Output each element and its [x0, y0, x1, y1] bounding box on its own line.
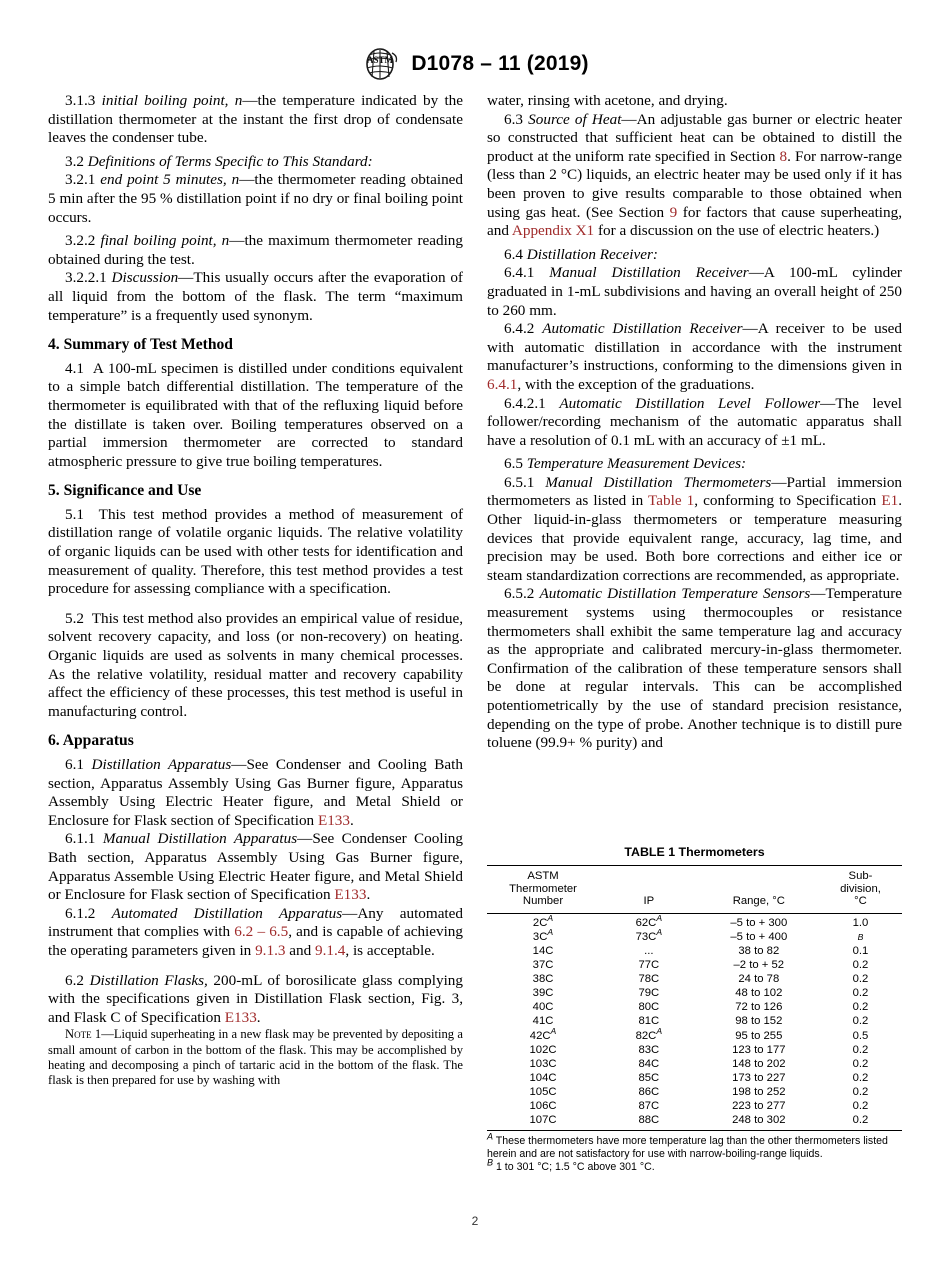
section-heading-5: 5. Significance and Use	[48, 482, 202, 500]
cross-reference-link-e133[interactable]: E133	[334, 886, 367, 904]
clause-body: —See Condenser and Cooling Bath section, Apparatus Assembly Using Gas Burner figure, Apparatus Assembly Using Electric Heater figure, and Metal Shield or Enclosure for Flask section of Specification	[48, 756, 463, 829]
cell-ip-number: 80C	[638, 1001, 660, 1014]
cell-astm-number: 2C$^A$	[532, 913, 554, 929]
clause-number: 6.2	[65, 971, 84, 989]
footnote-a	[487, 1131, 902, 1161]
cell-ip-number: 81C	[638, 1015, 660, 1028]
column-header-ip	[599, 866, 699, 914]
cell-range: 98 to 152	[735, 1015, 783, 1028]
cell-ip-number: 62C$^A$	[635, 913, 663, 929]
footnote-a-text: These thermometers have more temperature lag than the other thermometers listed herein and are not satisfactory for use with narrow-boiling-range liquids.	[487, 1135, 888, 1161]
cell-astm-number: 103C	[529, 1057, 557, 1070]
paragraph-3-2-2	[48, 232, 463, 269]
cell-ip-number: ...	[644, 944, 654, 957]
cell-range: 48 to 102	[735, 987, 783, 1000]
cell-astm-number: 37C	[532, 959, 554, 972]
clause-body-tail: for a discussion on the use of electric heaters.)	[594, 222, 880, 240]
table-caption: TABLE 1 Thermometers	[624, 845, 765, 859]
cell-astm-number: 38C	[532, 973, 554, 986]
defined-term: Distillation Apparatus	[91, 756, 232, 773]
cell-astm-number: 107C	[487, 1113, 599, 1131]
table-row	[487, 1085, 902, 1099]
defined-term: Automatic Distillation Receiver	[542, 320, 743, 338]
clause-body-tail: . Other liquid-in-glass thermometers or temperature measuring devices that provide equivalent range, accuracy, lag time, and precision may be used. Both bore corrections and either ice or steam standardization corrections are recommended, as appropriate.	[487, 492, 902, 584]
right-column	[487, 92, 902, 753]
paragraph-6-1-1	[48, 830, 463, 904]
clause-body: and	[285, 941, 315, 959]
clause-body-tail: .	[366, 886, 371, 904]
cell-subdivision: 1.0	[852, 916, 869, 929]
cross-reference-link-section-9[interactable]: 9	[669, 203, 678, 221]
clause-body-tail: .	[350, 811, 354, 829]
cross-reference-link-section-8[interactable]: 8	[779, 147, 788, 165]
table-row	[487, 1057, 902, 1071]
clause-body: —See Condenser Cooling Bath section, Apparatus Assembly Using Gas Burner figure, Apparatus Assemble Using Electric Heater figure, and Metal Shield or Enclosure for Flask section of Specification	[48, 830, 463, 904]
defined-term: Distillation Flasks,	[89, 971, 208, 989]
table-row	[487, 944, 902, 958]
defined-term: Manual Distillation Apparatus	[102, 830, 298, 848]
clause-body: —A 100-mL cylinder graduated in 1-mL subdivisions and having an overall height of 250 to 260 mm.	[487, 264, 902, 319]
paragraph-6-5	[487, 455, 902, 474]
cell-astm-number: 106C	[529, 1100, 557, 1112]
page-header	[0, 48, 950, 80]
cell-subdivision: 0.2	[852, 1015, 869, 1028]
cell-range: –5 to + 300	[730, 916, 788, 929]
cell-subdivision: 0.2	[852, 973, 869, 986]
footnote-marker: A	[656, 927, 663, 938]
paragraph-4-1	[48, 360, 463, 472]
note-1	[48, 1027, 463, 1088]
clause-number: 6.1.1	[65, 830, 96, 848]
clause-body: —Partial immersion thermometers as listed in	[487, 473, 903, 510]
clause-number: 6.5	[504, 455, 523, 473]
cell-range: 198 to 252	[732, 1085, 786, 1098]
column-header-astm-number	[487, 866, 599, 914]
cell-subdivision: 0.2	[819, 1113, 902, 1131]
defined-term: Automated Distillation Apparatus	[111, 904, 343, 922]
table-row	[487, 930, 902, 944]
table-row	[487, 972, 902, 986]
clause-body: —the temperature indicated by the distillation thermometer at the instant the first drop of condensate leaves the condenser tube.	[48, 92, 464, 147]
clause-body-tail: , with the exception of the graduations.	[517, 375, 755, 393]
svg-text:ASTM: ASTM	[367, 55, 394, 65]
clause-body: , and is capable of achieving the operating parameters given in	[48, 923, 463, 959]
cell-ip-number: 87C	[638, 1100, 660, 1112]
clause-body: —A receiver to be used with automatic distillation in accordance with the instrument manufacturer’s instructions, conforming to the dimensions given in	[487, 320, 902, 375]
footnote-marker: A	[547, 913, 554, 924]
cell-subdivision: 0.2	[852, 1100, 869, 1112]
table-row	[487, 1000, 902, 1014]
cross-reference-link-table-1[interactable]: Table 1	[648, 492, 695, 510]
header-line-3: °C	[854, 895, 867, 908]
defined-term: Automatic Distillation Temperature Sensors	[539, 585, 811, 603]
footnote-a-mark: A	[487, 1131, 494, 1142]
cell-range: 148 to 202	[732, 1057, 786, 1070]
paragraph-6-3	[487, 111, 902, 241]
defined-term: Discussion	[111, 269, 179, 287]
table-row	[487, 1071, 902, 1085]
clause-body-tail: .	[256, 1008, 261, 1026]
paragraph-6-2	[48, 972, 463, 1028]
cell-astm-number: 41C	[532, 1015, 554, 1028]
cell-astm-number: 3C$^A$	[532, 927, 554, 943]
table-footnotes	[487, 1131, 902, 1174]
cell-subdivision: 0.1	[852, 944, 869, 957]
footnote-marker: A	[550, 1025, 557, 1036]
section-heading-4: 4. Summary of Test Method	[48, 336, 233, 354]
clause-number: 6.1.2	[65, 904, 96, 922]
clause-body: —The level follower/recording mechanism of the automatic apparatus shall have a resolution of 0.1 mL with an accuracy of ±1 mL.	[487, 394, 902, 449]
clause-number: 6.5.2	[504, 585, 535, 603]
cell-ip-number: 78C	[638, 973, 660, 986]
document-designation: D1078 – 11 (2019)	[411, 52, 589, 75]
cross-reference-link-9-1-4[interactable]: 9.1.4	[314, 941, 346, 959]
cell-subdivision: 0.2	[852, 1071, 869, 1084]
table-row	[487, 1113, 902, 1131]
header-line-1: IP	[643, 895, 655, 908]
clause-number: 3.2.2.1	[65, 269, 107, 287]
cell-ip-number: 82C$^A$	[635, 1025, 663, 1042]
defined-term: final boiling point, n	[100, 232, 230, 250]
paragraph-3-2-1	[48, 171, 463, 227]
cell-astm-number: 42C$^A$	[529, 1025, 557, 1042]
cell-range: 72 to 126	[735, 1001, 783, 1014]
column-header-subdivision	[819, 866, 902, 914]
header-line-1: ASTM	[527, 870, 559, 882]
defined-term: Distillation Receiver:	[526, 245, 658, 263]
clause-number: 6.1	[65, 756, 84, 773]
clause-number: 6.4.2	[504, 320, 535, 338]
paragraph-3-2	[48, 153, 463, 172]
defined-term: Temperature Measurement Devices:	[526, 455, 747, 473]
left-column	[48, 92, 463, 1088]
cell-range: –5 to + 400	[730, 930, 788, 943]
page-number: 2	[471, 1214, 479, 1228]
paragraph-6-1	[48, 756, 463, 830]
cell-range: 123 to 177	[732, 1043, 786, 1056]
clause-body: 200-mL of borosilicate glass complying with the specifications given in Distillation Flask section, Fig. 3, and Flask C of Specification	[48, 971, 463, 1026]
cell-astm-number: 102C	[529, 1043, 557, 1056]
clause-body: A 100-mL specimen is distilled under conditions equivalent to a simple batch differential distillation. The temperature of the thermometer is equilibrated with that of the refluxing liquid before the distillate is taken over. Boiling temperatures observed on a partial immersion thermometer are corrected to standard atmospheric pressure to give true boiling temperatures.	[48, 359, 463, 470]
section-heading-6: 6. Apparatus	[48, 732, 134, 750]
cell-ip-number: 83C	[638, 1043, 660, 1056]
cell-ip-number: 73C$^A$	[635, 927, 663, 943]
defined-term: Automatic Distillation Level Follower	[559, 394, 821, 412]
cell-astm-number: 39C	[532, 987, 554, 1000]
cell-astm-number: 40C	[532, 1001, 554, 1014]
paragraph-5-1	[48, 506, 463, 599]
defined-term: initial boiling point, n	[101, 92, 243, 109]
clause-number: 4.1	[65, 359, 84, 377]
footnote-marker: B	[857, 931, 864, 942]
cell-range: –2 to + 52	[733, 959, 785, 972]
column-header-range	[699, 866, 819, 914]
table-row	[487, 958, 902, 972]
cell-ip-number: 86C	[638, 1085, 660, 1098]
clause-body: —An adjustable gas burner or electric heater so constructed that sufficient heat can be obtained to distill the product at the uniform rate specified in Section	[487, 110, 902, 165]
clause-number: 3.2.2	[65, 232, 96, 250]
table-row	[487, 986, 902, 1000]
table-row	[487, 1014, 902, 1028]
paragraph-3-1-3	[48, 92, 463, 148]
paragraph-6-1-2	[48, 905, 463, 961]
thermometers-table	[487, 865, 902, 1131]
footnote-marker: A	[656, 1025, 663, 1036]
cell-subdivision: 0.2	[852, 1043, 869, 1056]
clause-body: , conforming to Specification	[694, 492, 882, 510]
cell-subdivision: 0.2	[852, 1001, 869, 1014]
clause-number: 3.2.1	[65, 171, 96, 189]
clause-number: 5.2	[65, 609, 84, 627]
cell-range: 95 to 255	[735, 1029, 783, 1042]
clause-number: 6.4.2.1	[504, 394, 546, 412]
paragraph-6-4-2-1	[487, 395, 902, 451]
paragraph-6-4-2	[487, 320, 902, 394]
cell-subdivision: 0.2	[852, 1085, 869, 1098]
footnote-b-mark: B	[487, 1157, 494, 1168]
header-line-2: Thermometer	[509, 882, 577, 895]
cell-ip-number: 77C	[638, 959, 660, 972]
cell-subdivision: 0.2	[852, 1057, 869, 1070]
cell-range: 24 to 78	[738, 973, 780, 986]
cell-ip-number: 85C	[638, 1071, 660, 1084]
cell-subdivision	[819, 930, 902, 944]
table-row	[487, 1099, 902, 1113]
clause-body: —the maximum thermometer reading obtained during the test.	[48, 232, 463, 268]
paragraph-carryover: water, rinsing with acetone, and drying.	[487, 92, 728, 109]
paragraph-6-4-1	[487, 264, 902, 320]
clause-body: —Temperature measurement systems using thermocouples or resistance thermometers shall exhibit the same temperature lag and accuracy as the appropriate and calibrated mercury-in-glass thermometer. Confirmation of the calibration of these temperature sensors shall be done at regular intervals. This can be accomplished potentiometrically by the use of standard precision resistance, depending on the type of probe. Another technique is to distill pure toluene (99.9+ % purity) and	[487, 585, 902, 752]
cell-range: 248 to 302	[699, 1113, 819, 1131]
table-header-row	[487, 866, 902, 914]
cross-reference-link-9-1-3[interactable]: 9.1.3	[255, 941, 286, 959]
table-head	[487, 866, 902, 914]
paragraph-6-4	[487, 246, 902, 265]
cell-range: 173 to 227	[732, 1071, 786, 1084]
header-line-1: Range, °C	[732, 895, 785, 908]
cross-reference-link-6-2-6-5[interactable]: 6.2 – 6.5	[234, 923, 289, 941]
paragraph-3-2-2-1	[48, 269, 463, 325]
cell-astm-number: 105C	[529, 1085, 557, 1098]
note-number: 1	[91, 1027, 102, 1042]
astm-logo-icon	[361, 48, 401, 80]
cross-reference-link-appendix-x1[interactable]: Appendix X1	[511, 222, 595, 240]
cross-reference-link-6-4-1[interactable]: 6.4.1	[487, 375, 518, 393]
cell-range: 38 to 82	[738, 944, 780, 957]
paragraph-6-5-2	[487, 585, 902, 752]
cell-range: 223 to 277	[732, 1100, 786, 1112]
cell-subdivision: 0.5	[852, 1029, 869, 1042]
defined-term: Source of Heat	[528, 110, 622, 128]
defined-term: Manual Distillation Receiver	[549, 264, 749, 282]
cross-reference-link-e133[interactable]: E133	[224, 1008, 257, 1026]
header-line-1: Sub-	[848, 870, 873, 882]
clause-number: 6.3	[504, 110, 523, 128]
clause-body-tail: , is acceptable.	[345, 941, 435, 959]
defined-term: end point 5 minutes, n	[100, 171, 240, 189]
table-row	[487, 1029, 902, 1043]
table-row	[487, 1043, 902, 1057]
clause-body: —This usually occurs after the evaporation of all liquid from the bottom of the flask. The term “maximum temperature” is a frequently used synonym.	[48, 269, 463, 324]
cell-ip-number: 88C	[599, 1113, 699, 1131]
clause-number: 6.5.1	[504, 473, 535, 491]
cross-reference-link-e1[interactable]: E1	[881, 492, 899, 510]
clause-number: 6.4.1	[504, 264, 535, 282]
note-label: Note	[65, 1027, 92, 1042]
clause-body: —Any automated instrument that complies with	[48, 904, 463, 941]
cell-subdivision: 0.2	[852, 959, 869, 972]
clause-body: This test method also provides an empirical value of residue, solvent recovery capacity, and loss (or non-recovery) on heating. Organic liquids are used as solvents in many chemical processes. As the relative volatility, residual matter and recovery capability affect the efficiency of these processes, this test method is useful in manufacturing control.	[48, 609, 463, 720]
cell-astm-number: 104C	[529, 1071, 557, 1084]
clause-number: 5.1	[65, 505, 84, 523]
cell-subdivision: 0.2	[852, 987, 869, 1000]
table-1-block	[487, 845, 902, 1174]
footnote-marker: A	[656, 913, 663, 924]
clause-number: 3.2	[65, 152, 84, 170]
defined-term: Manual Distillation Thermometers	[545, 473, 772, 491]
footnote-b-text: 1 to 301 °C; 1.5 °C above 301 °C.	[493, 1161, 655, 1174]
cell-astm-number: 14C	[532, 944, 554, 957]
cross-reference-link-e133[interactable]: E133	[317, 811, 350, 829]
clause-number: 3.1.3	[65, 92, 96, 109]
note-body: —Liquid superheating in a new flask may be prevented by depositing a small amount of carbon in the bottom of the flask. This may be accomplished by heating and decomposing a pinch of tartaric acid in the bottom of the flask. The flask is then prepared for use by washing with	[48, 1027, 463, 1087]
cell-ip-number: 79C	[638, 987, 660, 1000]
clause-number: 6.4	[504, 245, 523, 263]
defined-term: Definitions of Terms Specific to This Standard:	[87, 152, 373, 170]
cell-ip-number: 84C	[638, 1057, 660, 1070]
clause-body: for factors that cause superheating, and	[487, 203, 902, 240]
footnote-marker: A	[547, 927, 554, 938]
clause-body: . For narrow-range (less than 2 °C) liquids, an electric heater may be used only if it has been proven to give results comparable to those obtained when using gas heat. (See Section	[487, 147, 902, 221]
footnote-b	[487, 1157, 902, 1174]
paragraph-6-5-1	[487, 474, 902, 586]
paragraph-5-2	[48, 610, 463, 722]
table-body	[487, 913, 902, 1130]
clause-body: This test method provides a method of measurement of distillation range of volatile organic liquids. The relative volatility of organic liquids can be used with other tests for identification and measurement of quality. Therefore, this test method provides a test procedure for assessing compliance with a specification.	[48, 505, 463, 598]
clause-body: —the thermometer reading obtained 5 min after the 95 % distillation point if no dry or final boiling point occurs.	[48, 171, 464, 226]
header-line-2: division,	[840, 882, 881, 895]
header-line-3: Number	[522, 895, 564, 908]
